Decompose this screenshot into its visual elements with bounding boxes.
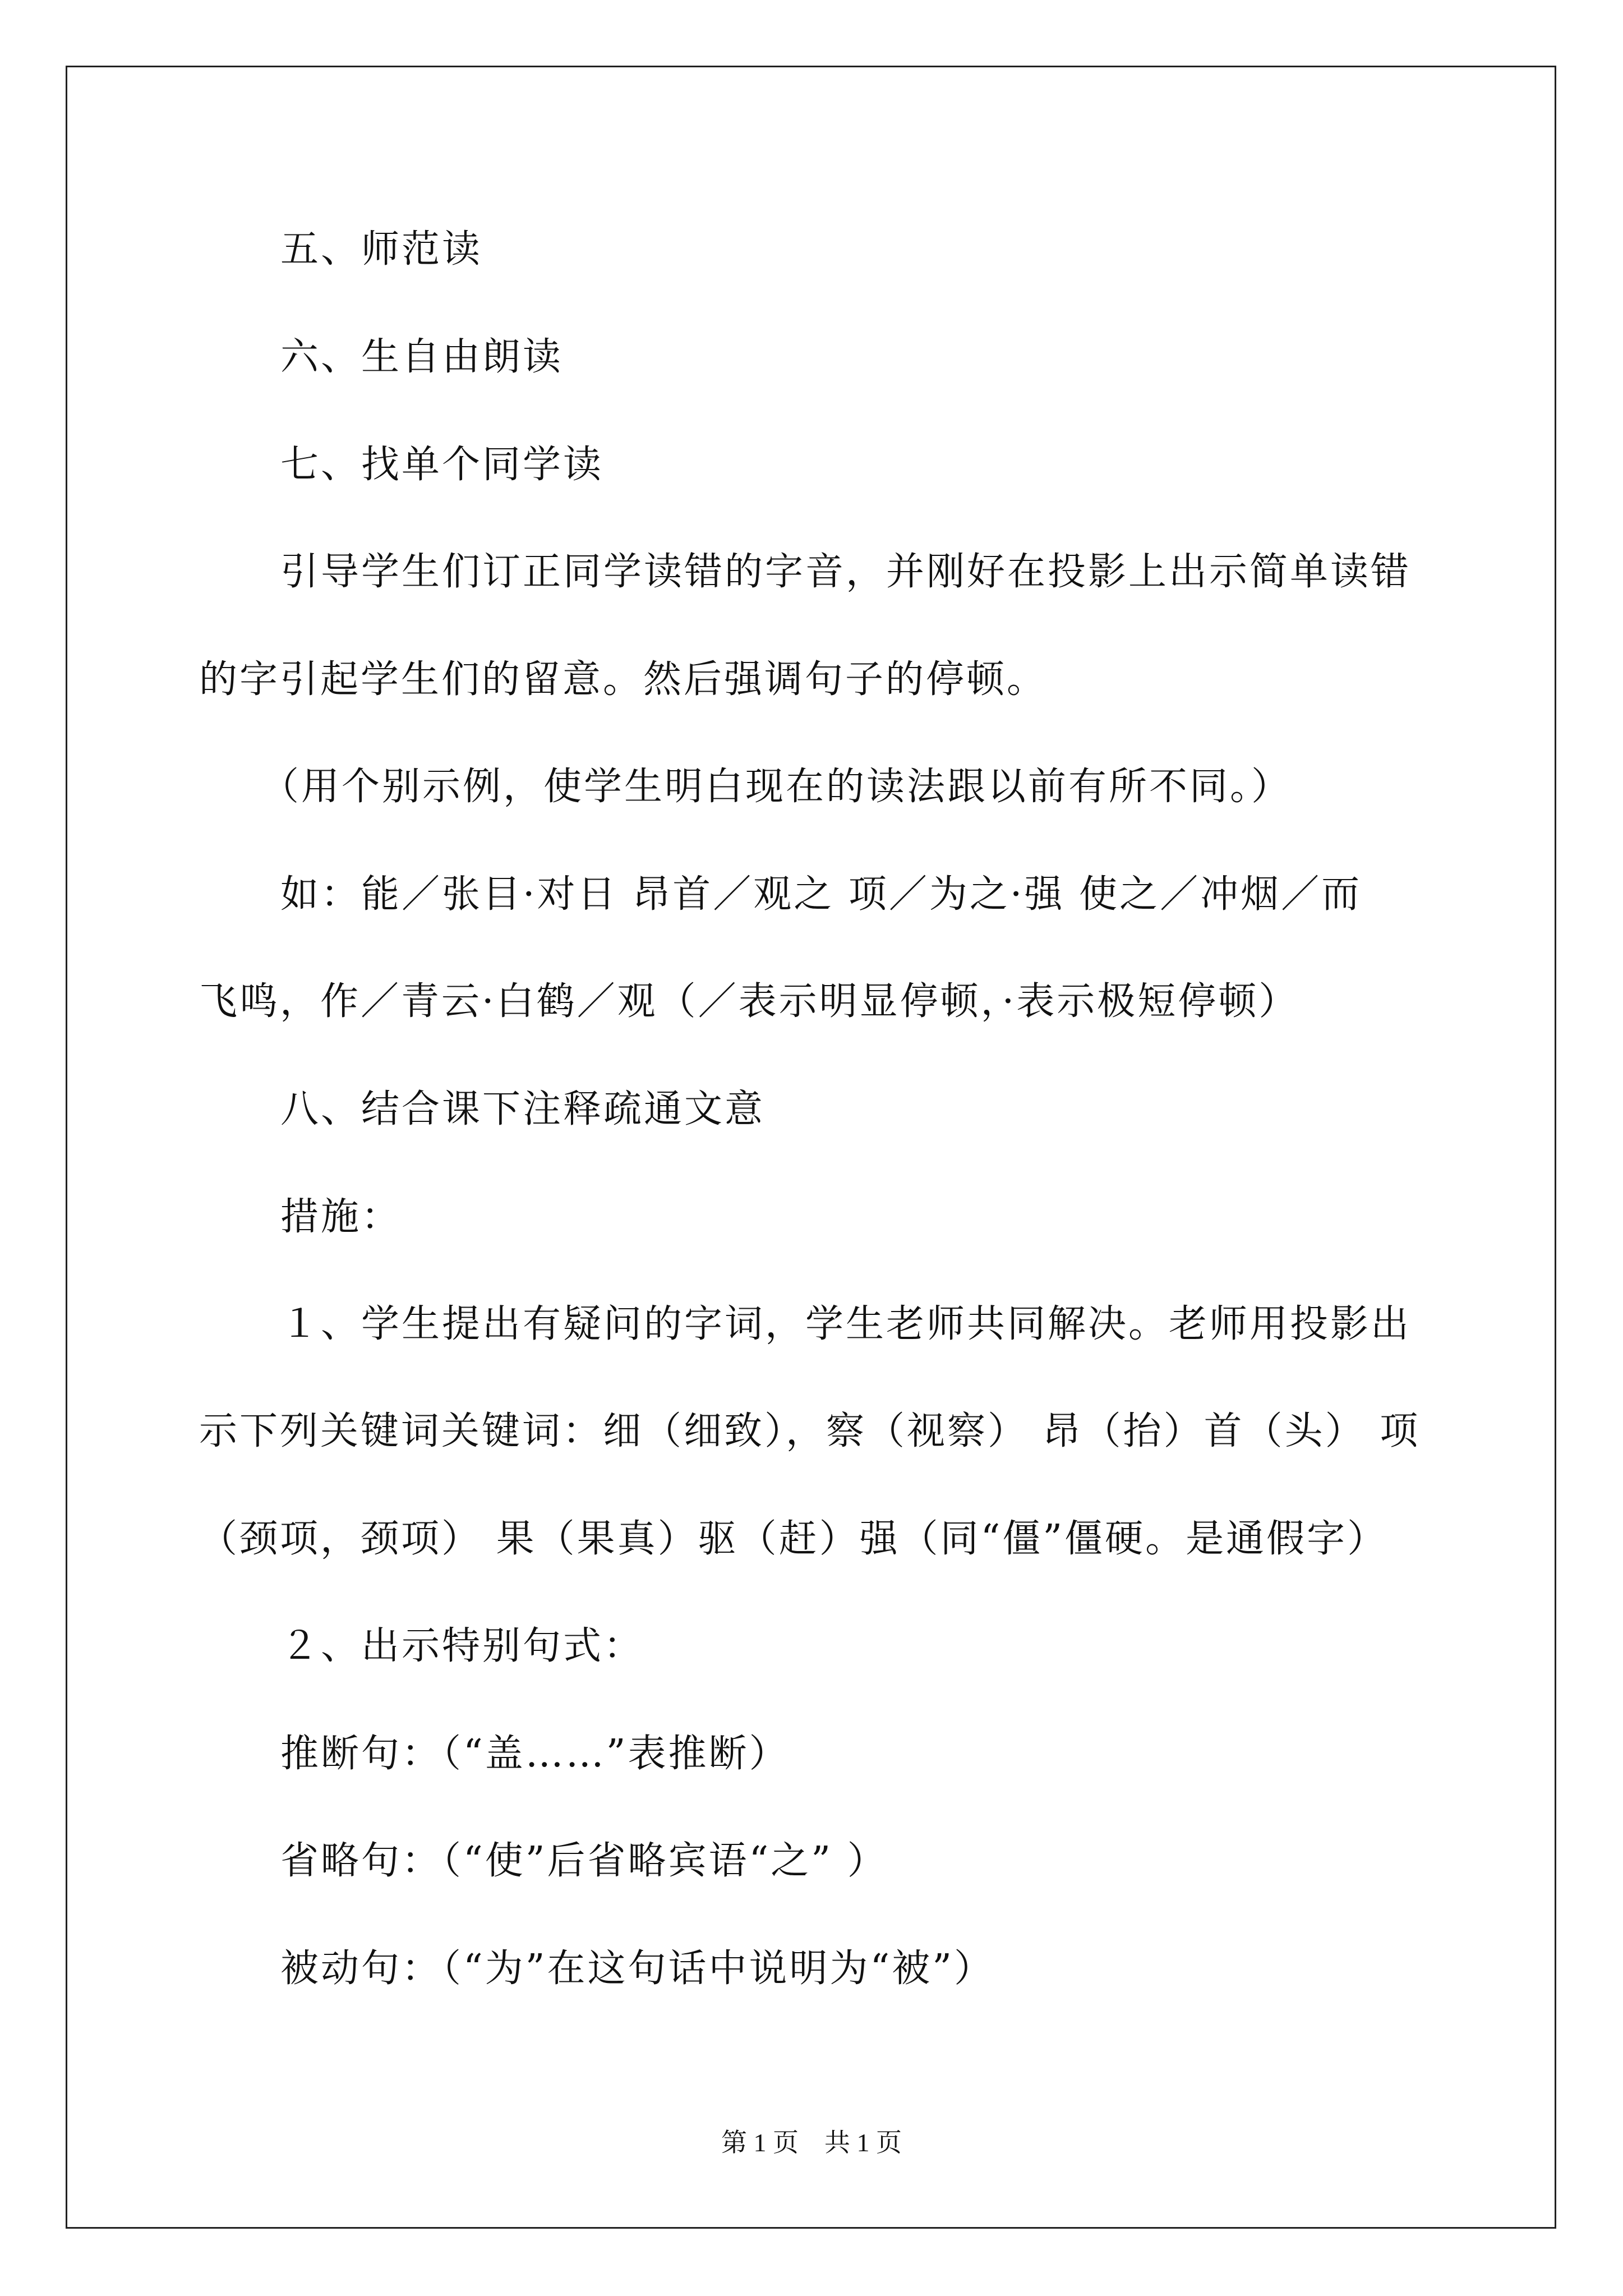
paragraph-guide-line-2: 的字引起学生们的留意。然后强调句子的停顿。 <box>199 657 1048 702</box>
paragraph-item-1-line-1: １、学生提出有疑问的字词，学生老师共同解决。老师用投影出 <box>280 1302 1412 1346</box>
page-footer: 第 1 页 共 1 页 <box>721 2128 902 2157</box>
paragraph-pause-line-2: 飞鸣，作／青云·白鹤／观（／表示明显停顿，·表示极短停顿） <box>199 979 1299 1024</box>
paragraph-item-1-line-3: （颈项，颈项） 果（果真）驱（赶）强（同“僵”僵硬。是通假字） <box>199 1517 1388 1561</box>
heading-step-6: 六、生自由朗读 <box>280 335 564 379</box>
sentence-type-omission: 省略句：（“使”后省略宾语“之” ） <box>280 1839 888 1883</box>
sentence-type-inference: 推断句：（“盖……”表推断） <box>280 1732 790 1776</box>
paragraph-guide-line-1: 引导学生们订正同学读错的字音，并刚好在投影上出示简单读错 <box>280 550 1412 594</box>
heading-step-7: 七、找单个同学读 <box>280 443 604 487</box>
paragraph-item-2: ２、出示特别句式： <box>280 1624 644 1668</box>
paragraph-example-note: （用个别示例，使学生明白现在的读法跟以前有所不同。） <box>261 765 1292 809</box>
heading-step-8: 八、结合课下注释疏通文意 <box>280 1087 766 1131</box>
paragraph-item-1-line-2: 示下列关键词关键词：细（细致），察（视察） 昂（抬）首（头） 项 <box>199 1409 1421 1453</box>
paragraph-pause-line-1: 如：能／张目·对日 昂首／观之 项／为之·强 使之／冲烟／而 <box>280 872 1362 917</box>
sentence-type-passive: 被动句：（“为”在这句话中说明为“被”） <box>280 1947 995 1991</box>
heading-measures: 措施： <box>280 1195 402 1239</box>
heading-step-5: 五、师范读 <box>280 227 483 272</box>
